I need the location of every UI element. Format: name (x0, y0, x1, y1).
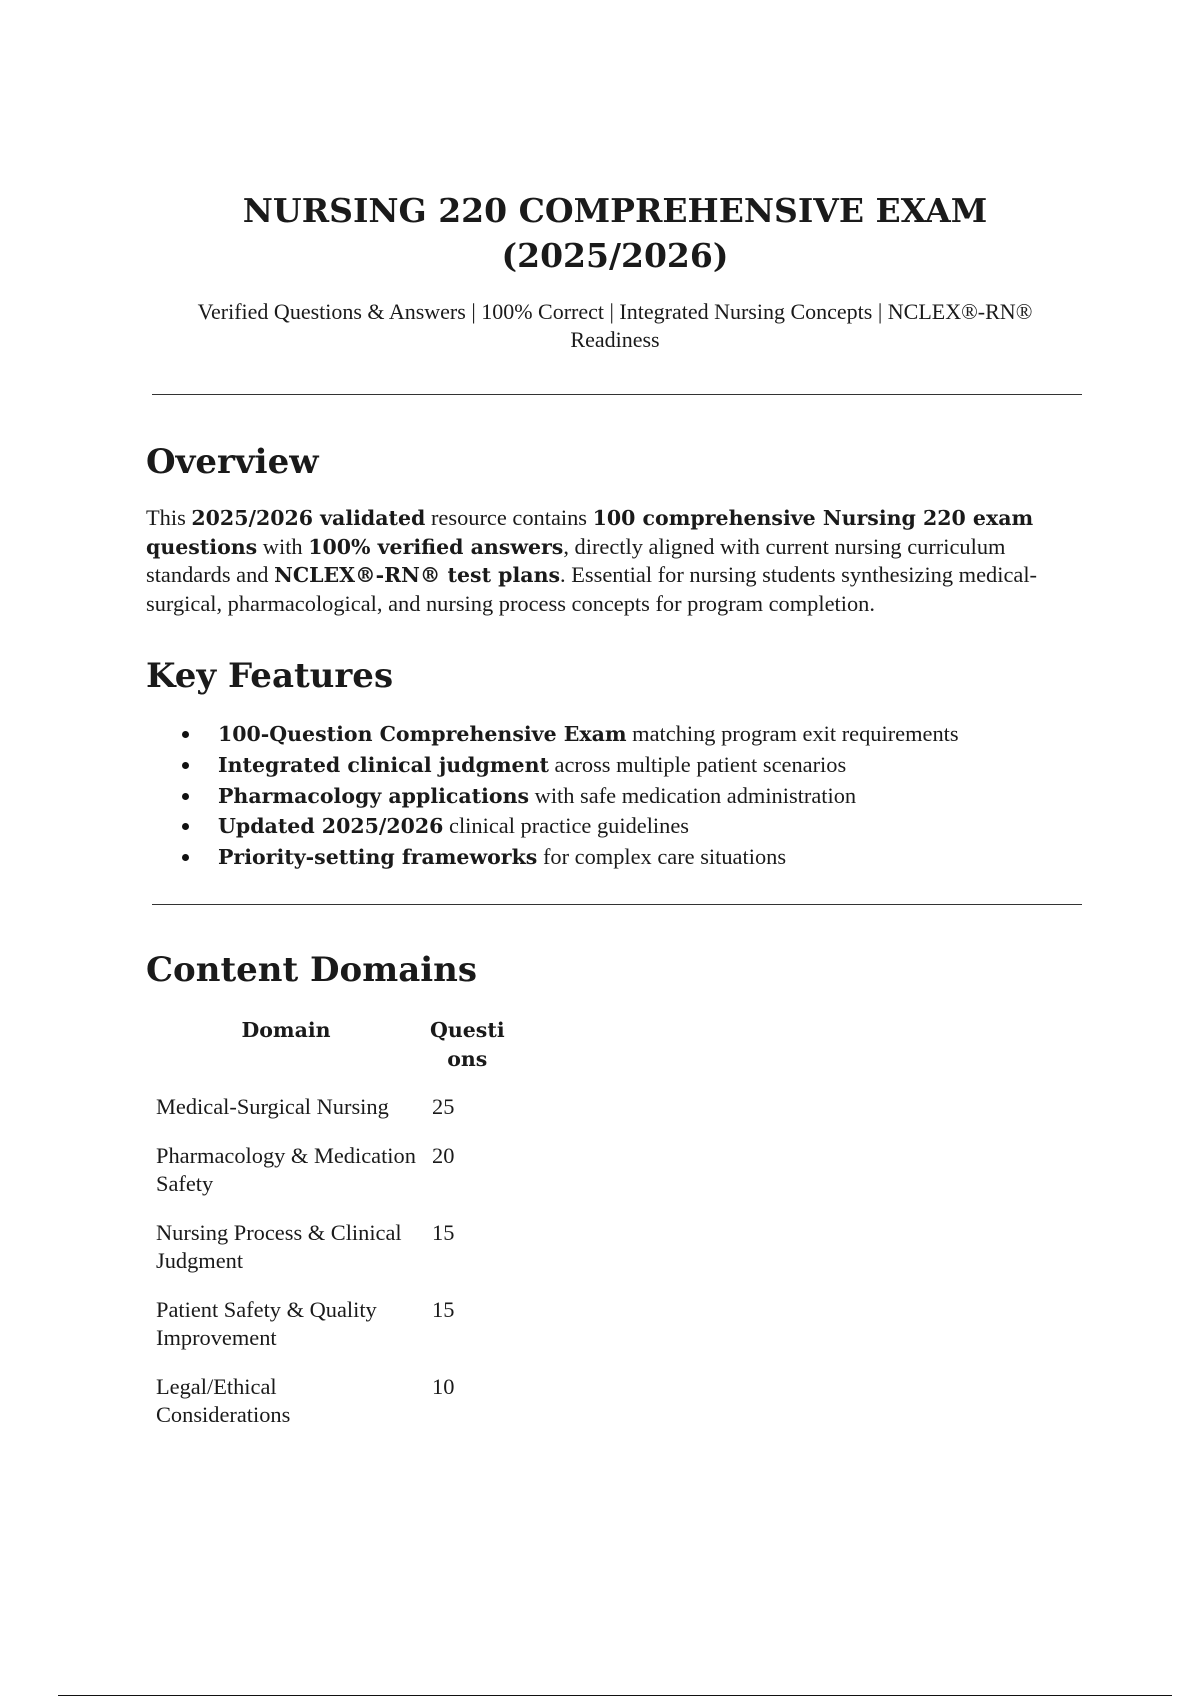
table-row (146, 1134, 509, 1211)
feature-text: matching program exit requirements (626, 721, 959, 746)
overview-heading: Overview (146, 442, 319, 482)
list-item (146, 842, 959, 873)
domain-cell (146, 1134, 426, 1211)
domain-name-cont: Safety (156, 1171, 214, 1196)
question-count: 20 (432, 1142, 455, 1168)
domain-name-cont: Judgment (156, 1248, 244, 1273)
feature-text: clinical practice guidelines (443, 813, 689, 839)
table-header-row (146, 1010, 509, 1085)
overview-text-3: with (257, 533, 309, 559)
domain-name-cont: Considerations (156, 1402, 291, 1427)
list-item (146, 750, 959, 781)
domain-cell (146, 1365, 426, 1442)
bullet-icon (182, 793, 189, 800)
column-header-domain: Domain (241, 1018, 331, 1042)
list-item (146, 811, 959, 842)
question-count: 10 (432, 1373, 455, 1399)
subtitle-line-1: Verified Questions & Answers | 100% Correct | Integrated Nursing Concepts | NCLEX®-RN® (197, 299, 1033, 324)
domain-cell (146, 1288, 426, 1365)
domain-name: Patient Safety & Quality (156, 1296, 377, 1322)
feature-bold: 100-Question Comprehensive Exam (218, 722, 627, 746)
bullet-icon (182, 762, 189, 769)
list-item (146, 781, 959, 812)
document-title (150, 188, 1080, 278)
feature-bold: Updated 2025/2026 (218, 814, 444, 839)
table-row (146, 1288, 509, 1365)
column-header-questions-line-2: ons (447, 1046, 488, 1071)
bullet-icon (182, 854, 189, 861)
table-row (146, 1365, 509, 1442)
bullet-icon (182, 823, 189, 830)
divider-top (152, 394, 1082, 395)
title-line-2: (2025/2026) (501, 236, 729, 275)
table-row (146, 1211, 509, 1288)
domain-name-cont: Improvement (156, 1325, 277, 1350)
overview-paragraph (146, 504, 1086, 618)
document-subtitle (148, 298, 1082, 354)
column-header-questions (426, 1010, 509, 1085)
bullet-icon (182, 731, 189, 738)
feature-bold: Priority-setting frameworks (218, 845, 538, 870)
feature-bold: Integrated clinical judgment (218, 752, 549, 777)
overview-bold-2: 100 comprehensive Nursing 220 exam questions (146, 506, 1034, 559)
feature-text: for complex care situations (537, 844, 787, 870)
overview-text-4: , directly aligned with current nursing curriculum standards and (146, 533, 1006, 587)
feature-text: across multiple patient scenarios (548, 751, 847, 777)
title-line-1: NURSING 220 COMPREHENSIVE EXAM (242, 191, 988, 230)
features-heading: Key Features (146, 656, 394, 696)
overview-text-1: This (146, 505, 192, 530)
question-count: 25 (432, 1094, 455, 1119)
question-count: 15 (432, 1296, 455, 1322)
features-list (146, 719, 959, 873)
overview-text-2: resource contains (425, 505, 593, 530)
domain-name: Medical-Surgical Nursing (156, 1094, 389, 1119)
domain-name: Nursing Process & Clinical (156, 1219, 402, 1245)
domain-cell (146, 1085, 426, 1134)
overview-text-5: . Essential for nursing students synthesizing medical-surgical, pharmacological, and nursing process concepts for program completion. (146, 562, 1037, 616)
list-item (146, 719, 959, 750)
divider-middle (152, 904, 1082, 905)
overview-bold-1: 2025/2026 validated (191, 506, 426, 530)
domain-name: Pharmacology & Medication (156, 1142, 416, 1168)
question-count: 15 (432, 1219, 455, 1245)
domains-heading: Content Domains (146, 950, 478, 990)
feature-text: with safe medication administration (529, 782, 857, 808)
domains-table (146, 1010, 509, 1442)
table-row (146, 1085, 509, 1134)
domain-cell (146, 1211, 426, 1288)
feature-bold: Pharmacology applications (218, 783, 530, 808)
overview-bold-4: NCLEX®-RN® test plans (274, 563, 561, 587)
page-bottom-border (58, 1695, 1172, 1696)
subtitle-line-2: Readiness (570, 327, 660, 352)
domain-name: Legal/Ethical (156, 1373, 277, 1399)
column-header-questions-line-1: Questi (430, 1018, 505, 1042)
overview-bold-3: 100% verified answers (308, 534, 564, 559)
